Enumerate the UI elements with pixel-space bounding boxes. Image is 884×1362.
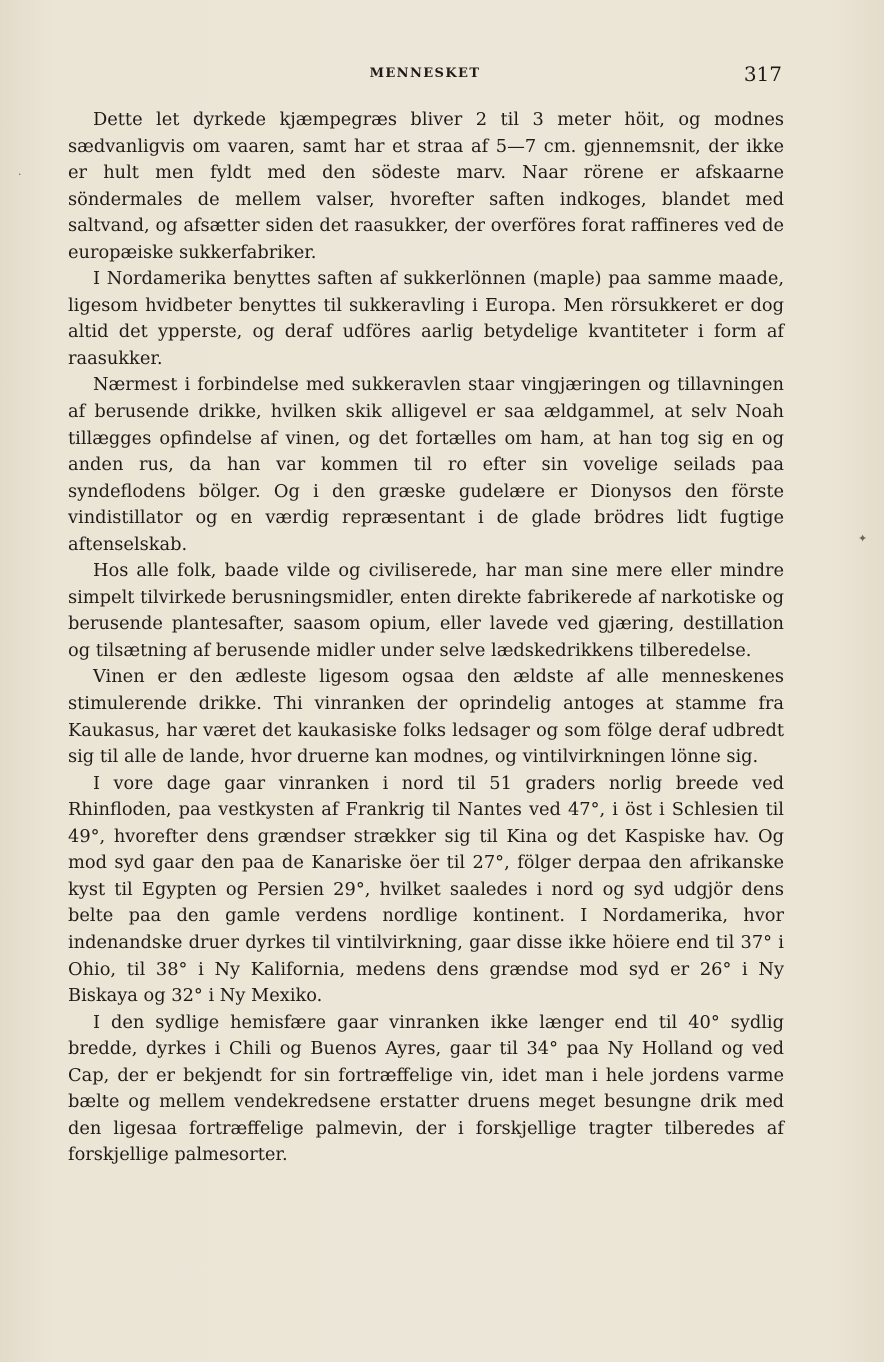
- body-text: [68, 107, 784, 1169]
- paragraph-intoxicants: Hos alle folk, baade vilde og civiliserede, har man sine mere eller mindre simpelt tilvirkede berusningsmidler, enten direkte fabrikerede af narkotiske og berusende plantesafter, saasom opium, eller lavede ved gjæring, destillation og tilsætning af berusende midler under selve lædskedrikkens tilberedelse.: [68, 560, 784, 661]
- paragraph-wine: Vinen er den ædleste ligesom ogsaa den ældste af alle menneskenes stimulerende drikke. Thi vinranken der oprindelig antoges at stamme fra Kaukasus, har været det kaukasiske folks ledsager og som fölge deraf udbredt sig til alle de lande, hvor druerne kan modnes, og vintilvirkningen lönne sig.: [68, 666, 784, 768]
- margin-speck-mark: ·: [18, 168, 22, 181]
- paragraph-vine-north: I vore dage gaar vinranken i nord til 51 graders norlig breede ved Rhinfloden, paa vestkysten af Frankrig til Nantes ved 47°, i öst i Schlesien til 49°, hvorefter dens grændser strækker sig til Kina og det Kaspiske hav. Og mod syd gaar den paa de Kanariske öer til 27°, fölger derpaa den afrikanske kyst til Egypten og Persien 29°, hvilket saaledes i nord og syd udgjör dens belte paa den gamle verdens nordlige kontinent. I Nordamerika, hvor indenandske druer dyrkes til vintilvirkning, gaar disse ikke höiere end til 37° i Ohio, til 38° i Ny Kalifornia, medens dens grændse mod syd er 26° i Ny Biskaya og 32° i Ny Mexiko.: [68, 772, 784, 1007]
- paragraph-fermentation: Nærmest i forbindelse med sukkeravlen staar vingjæringen og tillavningen af berusende drikke, hvilken skik alligevel er saa ældgammel, at selv Noah tillægges opfindelse af vinen, og det fortælles om ham, at han tog sig en og anden rus, da han var kommen til ro efter sin vovelige seilads paa syndeflodens bölger. Og i den græske gudelære er Dionysos den förste vindistillator og en værdig repræsentant i de glade brödres lidt fugtige aftenselskab.: [68, 374, 784, 555]
- margin-asterisk-mark: ✦: [858, 532, 868, 545]
- page-number: 317: [743, 62, 782, 86]
- paragraph-sugarcane: Dette let dyrkede kjæmpegræs bliver 2 til 3 meter höit, og modnes sædvanligvis om vaaren, samt har et straa af 5—7 cm. gjennemsnit, der ikke er hult men fyldt med den södeste marv. Naar rörene er afskaarne söndermales de mellem valser, hvorefter saften indkoges, blandet med saltvand, og afsætter siden det raasukker, der overföres forat raffineres ved de europæiske sukkerfabriker.: [68, 109, 784, 263]
- paragraph-maple-sugar: I Nordamerika benyttes saften af sukkerlönnen (maple) paa samme maade, ligesom hvidbeter benyttes til sukkeravling i Europa. Men rörsukkeret er dog altid det ypperste, og deraf udföres aarlig betydelige kvantiteter i form af raasukker.: [68, 268, 784, 369]
- paragraph-vine-south: I den sydlige hemisfære gaar vinranken ikke længer end til 40° sydlig bredde, dyrkes i Chili og Buenos Ayres, gaar til 34° paa Ny Holland og ved Cap, der er bekjendt for sin fortræffelige vin, idet man i hele jordens varme bælte og mellem vendekredsene erstatter druens meget besungne drik med den ligesaa fortræffelige palmevin, der i forskjellige tragter tilberedes af forskjellige palmesorter.: [68, 1011, 784, 1166]
- running-header: [68, 62, 782, 86]
- running-title: MENNESKET: [369, 66, 481, 81]
